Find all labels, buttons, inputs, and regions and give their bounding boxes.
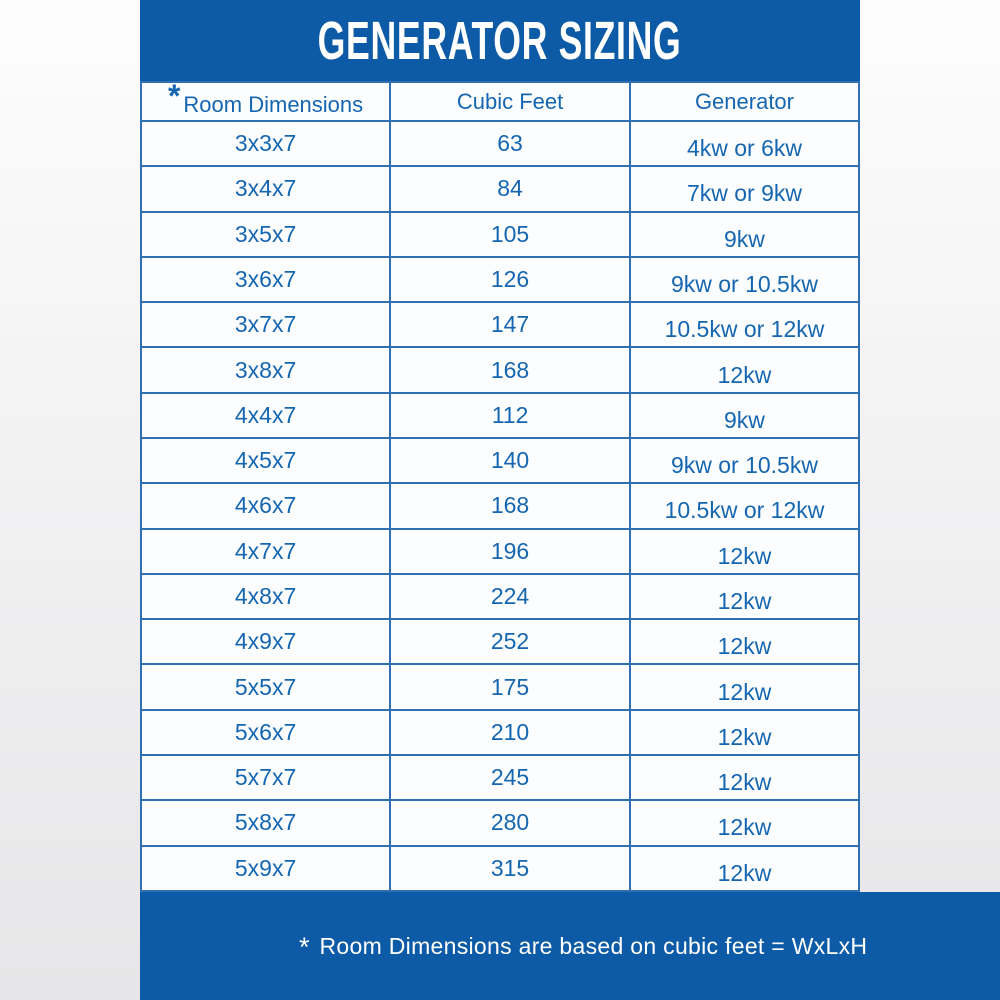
cell-value: 175 xyxy=(490,673,530,700)
sizing-table xyxy=(140,81,860,892)
table-row xyxy=(141,664,859,709)
cell-value: 12kw xyxy=(717,769,772,796)
footnote-text: Room Dimensions are based on cubic feet = WxLxH xyxy=(319,932,868,959)
cell-dims xyxy=(141,574,390,619)
cell-cubic xyxy=(390,257,630,302)
cell-dims xyxy=(141,347,390,392)
cell-dims xyxy=(141,483,390,528)
cell-value: 5x7x7 xyxy=(234,764,297,791)
cell-cubic xyxy=(390,166,630,211)
column-header-label: Room Dimensions xyxy=(183,92,364,117)
cell-generator xyxy=(630,529,859,574)
cell-value: 3x8x7 xyxy=(234,356,297,383)
table-row xyxy=(141,755,859,800)
column-header-label: Cubic Feet xyxy=(456,88,564,114)
cell-cubic xyxy=(390,619,630,664)
cell-value: 84 xyxy=(497,175,523,202)
cell-dims xyxy=(141,529,390,574)
cell-value: 12kw xyxy=(717,859,772,886)
cell-value: 4x5x7 xyxy=(234,447,297,474)
cell-value: 4x6x7 xyxy=(234,492,297,519)
cell-value: 63 xyxy=(497,130,523,157)
cell-value: 10.5kw or 12kw xyxy=(664,497,825,524)
cell-cubic xyxy=(390,529,630,574)
cell-generator xyxy=(630,393,859,438)
cell-value: 12kw xyxy=(717,587,772,614)
cell-dims xyxy=(141,664,390,709)
cell-value: 196 xyxy=(490,537,530,564)
column-header-cubic xyxy=(390,82,630,121)
cell-cubic xyxy=(390,121,630,166)
cell-generator xyxy=(630,483,859,528)
cell-generator xyxy=(630,257,859,302)
table-row xyxy=(141,574,859,619)
cell-cubic xyxy=(390,710,630,755)
cell-cubic xyxy=(390,347,630,392)
cell-generator xyxy=(630,166,859,211)
cell-value: 12kw xyxy=(717,678,772,705)
cell-dims xyxy=(141,166,390,211)
asterisk-icon: * xyxy=(299,931,310,962)
cell-value: 3x3x7 xyxy=(234,130,297,157)
cell-generator xyxy=(630,755,859,800)
cell-cubic xyxy=(390,800,630,845)
asterisk-icon: * xyxy=(167,82,181,114)
cell-dims xyxy=(141,393,390,438)
cell-value: 315 xyxy=(490,854,530,881)
cell-value: 7kw or 9kw xyxy=(686,180,802,207)
cell-value: 4x4x7 xyxy=(234,401,297,428)
cell-dims xyxy=(141,438,390,483)
cell-value: 5x6x7 xyxy=(234,718,297,745)
cell-dims xyxy=(141,212,390,257)
cell-value: 224 xyxy=(490,582,530,609)
table-row xyxy=(141,121,859,166)
cell-cubic xyxy=(390,664,630,709)
cell-value: 12kw xyxy=(717,361,772,388)
cell-cubic xyxy=(390,483,630,528)
cell-value: 4x9x7 xyxy=(234,628,297,655)
cell-generator xyxy=(630,438,859,483)
cell-value: 168 xyxy=(490,356,530,383)
cell-value: 3x5x7 xyxy=(234,220,297,247)
cell-value: 5x8x7 xyxy=(234,809,297,836)
cell-value: 3x4x7 xyxy=(234,175,297,202)
cell-value: 168 xyxy=(490,492,530,519)
cell-dims xyxy=(141,302,390,347)
cell-value: 4x7x7 xyxy=(234,537,297,564)
cell-value: 126 xyxy=(490,265,530,292)
cell-value: 9kw xyxy=(724,225,765,252)
cell-cubic xyxy=(390,574,630,619)
column-header-generator xyxy=(630,82,859,121)
cell-generator xyxy=(630,664,859,709)
cell-value: 3x6x7 xyxy=(234,265,297,292)
cell-dims xyxy=(141,846,390,892)
table-row xyxy=(141,800,859,845)
cell-value: 9kw or 10.5kw xyxy=(670,452,818,479)
cell-dims xyxy=(141,755,390,800)
cell-cubic xyxy=(390,212,630,257)
cell-value: 245 xyxy=(490,764,530,791)
footnote-band xyxy=(280,892,1000,1000)
cell-value: 140 xyxy=(490,447,530,474)
generator-sizing-panel xyxy=(140,0,868,1000)
cell-generator xyxy=(630,121,859,166)
cell-dims xyxy=(141,710,390,755)
cell-cubic xyxy=(390,302,630,347)
cell-cubic xyxy=(390,438,630,483)
cell-cubic xyxy=(390,393,630,438)
table-row xyxy=(141,347,859,392)
cell-value: 12kw xyxy=(717,814,772,841)
cell-value: 5x5x7 xyxy=(234,673,297,700)
table-row xyxy=(141,619,859,664)
table-row xyxy=(141,166,859,211)
table-row xyxy=(141,438,859,483)
cell-dims xyxy=(141,800,390,845)
cell-value: 12kw xyxy=(717,542,772,569)
cell-value: 252 xyxy=(490,628,530,655)
cell-generator xyxy=(630,212,859,257)
table-header-row xyxy=(141,82,859,121)
cell-value: 12kw xyxy=(717,633,772,660)
cell-value: 105 xyxy=(490,220,530,247)
cell-value: 210 xyxy=(490,718,530,745)
cell-value: 3x7x7 xyxy=(234,311,297,338)
cell-value: 12kw xyxy=(717,723,772,750)
cell-cubic xyxy=(390,755,630,800)
cell-generator xyxy=(630,800,859,845)
cell-generator xyxy=(630,619,859,664)
cell-dims xyxy=(141,121,390,166)
cell-value: 280 xyxy=(490,809,530,836)
table-row xyxy=(141,212,859,257)
cell-generator xyxy=(630,302,859,347)
cell-value: 5x9x7 xyxy=(234,854,297,881)
title-band xyxy=(140,0,860,81)
cell-value: 10.5kw or 12kw xyxy=(664,316,825,343)
table-row xyxy=(141,846,859,892)
cell-generator xyxy=(630,347,859,392)
cell-value: 112 xyxy=(491,401,529,428)
cell-generator xyxy=(630,710,859,755)
cell-cubic xyxy=(390,846,630,892)
column-header-dims xyxy=(141,82,390,121)
cell-dims xyxy=(141,619,390,664)
table-row xyxy=(141,302,859,347)
cell-generator xyxy=(630,574,859,619)
table-row xyxy=(141,529,859,574)
cell-dims xyxy=(141,257,390,302)
table-row xyxy=(141,710,859,755)
table-row xyxy=(141,393,859,438)
column-header-label: Generator xyxy=(694,88,794,114)
cell-value: 4x8x7 xyxy=(234,582,297,609)
table-row xyxy=(141,257,859,302)
cell-generator xyxy=(630,846,859,892)
table-row xyxy=(141,483,859,528)
cell-value: 4kw or 6kw xyxy=(686,135,802,162)
cell-value: 9kw or 10.5kw xyxy=(670,270,818,297)
page-title: GENERATOR SIZING xyxy=(318,10,682,71)
cell-value: 9kw xyxy=(724,406,765,433)
cell-value: 147 xyxy=(490,311,530,338)
